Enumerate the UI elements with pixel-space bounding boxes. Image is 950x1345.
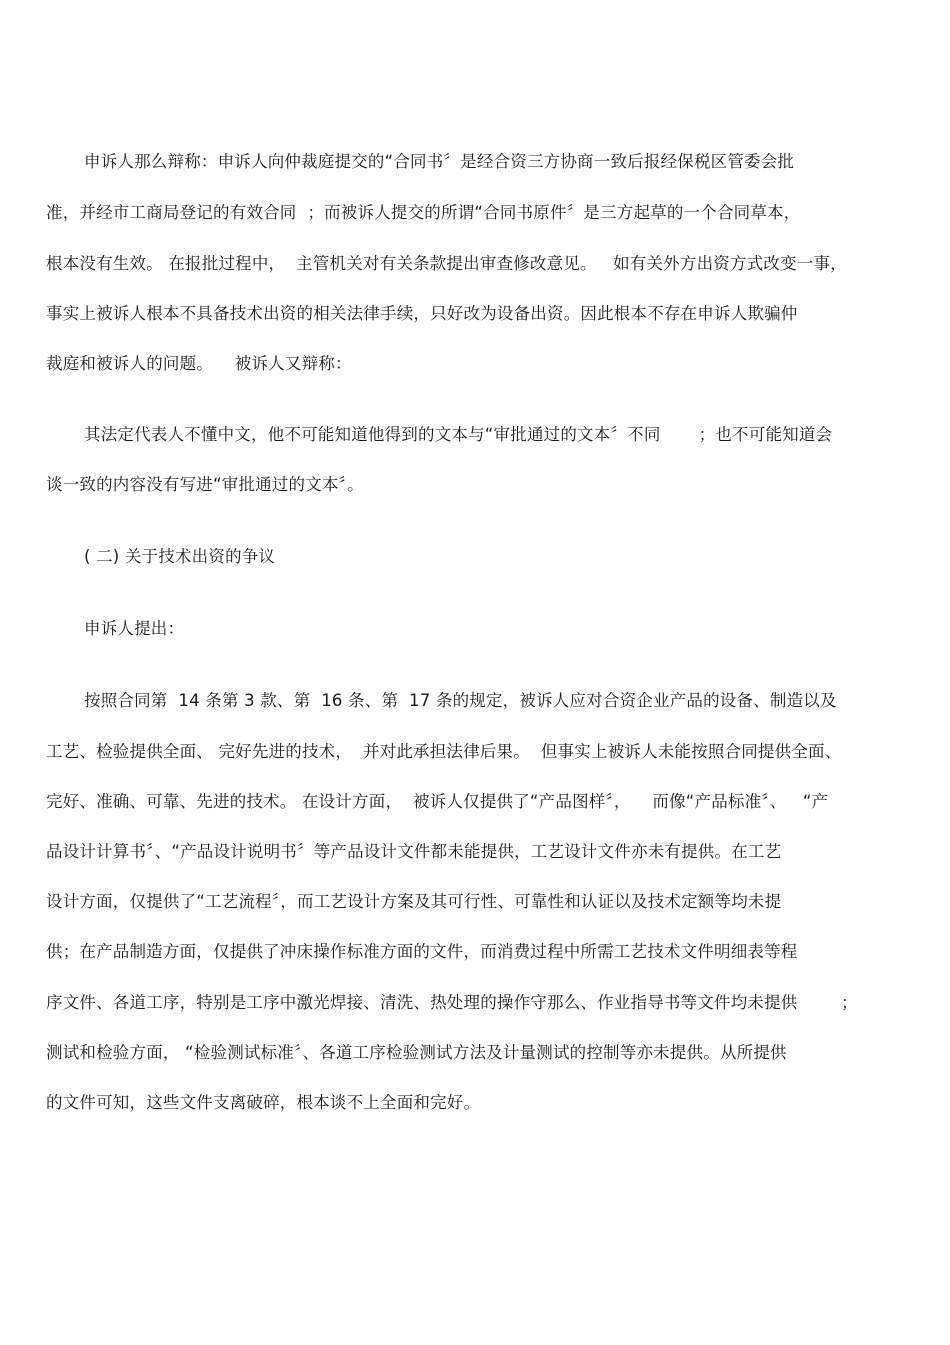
paragraph-4-line-7: 序文件、各道工序，特别是工序中激光焊接、清洗、热处理的操作守那么、作业指导书等文件均未提供 ； xyxy=(46,993,858,1012)
paragraph-4-line-2: 工艺、检验提供全面、 完好先进的技术， 并对此承担法律后果。 但事实上被诉人未能按照合同提供全面、 xyxy=(46,742,842,761)
paragraph-1-line-5: 裁庭和被诉人的问题。 被诉人又辩称： xyxy=(46,354,352,373)
paragraph-4-line-5: 设计方面，仅提供了“工艺流程〞，而工艺设计方案及其可行性、可靠性和认证以及技术定额等均未提 xyxy=(46,892,782,911)
paragraph-1-line-1: 申诉人那么辩称：申诉人向仲裁庭提交的“合同书〞是经合资三方协商一致后报经保税区管委会批 xyxy=(84,152,795,171)
paragraph-1-line-4: 事实上被诉人根本不具备技术出资的相关法律手续，只好改为设备出资。因此根本不存在申诉人欺骗仲 xyxy=(46,304,798,323)
paragraph-4-line-3: 完好、准确、可靠、先进的技术。 在设计方面， 被诉人仅提供了“产品图样〞， 而像“产品标准〞、 “产 xyxy=(46,792,829,811)
paragraph-4-line-8: 测试和检验方面， “检验测试标准〞、各道工序检验测试方法及计量测试的控制等亦未提供。从所提供 xyxy=(46,1043,787,1062)
paragraph-2-line-1: 其法定代表人不懂中文，他不可能知道他得到的文本与“审批通过的文本〞不同 ；也不可能知道会 xyxy=(84,425,833,444)
section-heading: ( 二) 关于技术出资的争议 xyxy=(84,547,276,566)
paragraph-4-line-1: 按照合同第 14 条第 3 款、第 16 条、第 17 条的规定，被诉人应对合资企业产品的设备、制造以及 xyxy=(84,691,837,710)
paragraph-3-line-1: 申诉人提出： xyxy=(84,619,185,638)
paragraph-4-line-4: 品设计计算书〞、“产品设计说明书〞等产品设计文件都未能提供，工艺设计文件亦未有提供。在工艺 xyxy=(46,842,782,861)
paragraph-4-line-9: 的文件可知，这些文件支离破碎，根本谈不上全面和完好。 xyxy=(46,1093,481,1112)
paragraph-1-line-2: 准，并经市工商局登记的有效合同 ；而被诉人提交的所谓“合同书原件〞是三方起草的一个合同草本， xyxy=(46,203,801,222)
paragraph-4-line-6: 供；在产品制造方面，仅提供了冲床操作标准方面的文件，而消费过程中所需工艺技术文件明细表等程 xyxy=(46,942,798,961)
paragraph-2-line-2: 谈一致的内容没有写进“审批通过的文本〞。 xyxy=(46,475,364,494)
paragraph-1-line-3: 根本没有生效。 在报批过程中， 主管机关对有关条款提出审查修改意见。 如有关外方出资方式改变一事， xyxy=(46,254,847,273)
